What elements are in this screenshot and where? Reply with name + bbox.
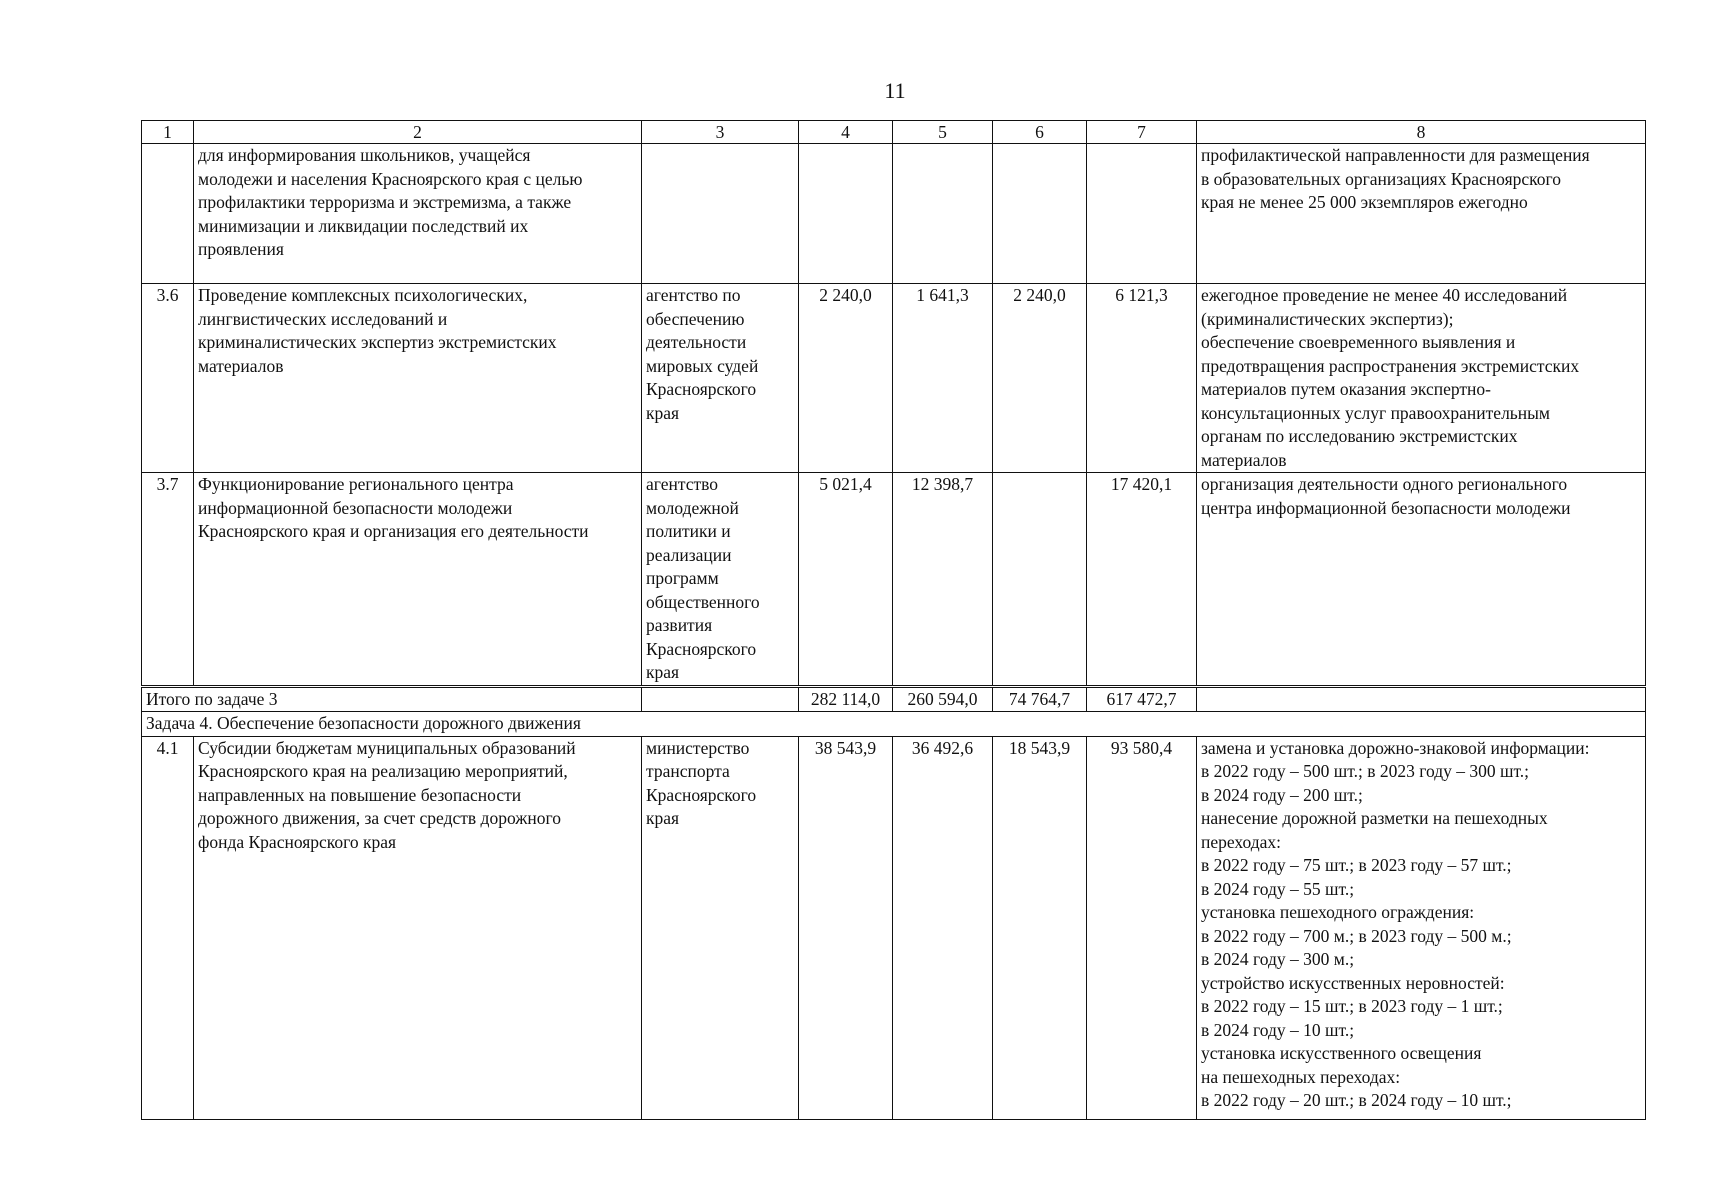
total-executor-empty [642, 686, 799, 712]
total-value-col-4: 282 114,0 [799, 686, 893, 712]
value-col-4 [799, 144, 893, 284]
value-col-5: 1 641,3 [893, 284, 993, 473]
executor [642, 144, 799, 284]
value-col-7: 17 420,1 [1087, 473, 1197, 687]
value-col-7: 6 121,3 [1087, 284, 1197, 473]
header-col-3: 3 [642, 121, 799, 144]
header-col-5: 5 [893, 121, 993, 144]
executor: агентство молодежной политики и реализации программ общественного развития Красноярского края [642, 473, 799, 687]
row-number: 3.6 [142, 284, 194, 473]
task-heading: Задача 4. Обеспечение безопасности дорожного движения [142, 712, 1646, 737]
value-col-4: 2 240,0 [799, 284, 893, 473]
header-col-6: 6 [993, 121, 1087, 144]
expected-result: ежегодное проведение не менее 40 исследований (криминалистических экспертиз); обеспечение своевременного выявления и предотвращения распространения экстремистских материалов путем оказания экспертно- консультационных услуг правоохранительным органам по исследованию экстремистских материалов [1197, 284, 1646, 473]
value-col-7 [1087, 144, 1197, 284]
table-row-3-7 [142, 473, 1646, 687]
value-col-5: 36 492,6 [893, 736, 993, 1119]
value-col-6 [993, 473, 1087, 687]
table-header-row [142, 121, 1646, 144]
expected-result: замена и установка дорожно-знаковой информации: в 2022 году – 500 шт.; в 2023 году – 300 шт.; в 2024 году – 200 шт.; нанесение дорожной разметки на пешеходных переходах: в 2022 году – 75 шт.; в 2023 году – 57 шт.; в 2024 году – 55 шт.; установка пешеходного ограждения: в 2022 году – 700 м.; в 2023 году – 500 м.; в 2024 году – 300 м.; устройство искусственных неровностей: в 2022 году – 15 шт.; в 2023 году – 1 шт.; в 2024 году – 10 шт.; установка искусственного освещения на пешеходных переходах: в 2022 году – 20 шт.; в 2024 году – 10 шт.; [1197, 736, 1646, 1119]
total-result-empty [1197, 686, 1646, 712]
table-row-3-6 [142, 284, 1646, 473]
value-col-4: 38 543,9 [799, 736, 893, 1119]
measure-name: для информирования школьников, учащейся молодежи и населения Красноярского края с целью профилактики терроризма и экстремизма, а также минимизации и ликвидации последствий их проявления [194, 144, 642, 284]
row-number: 3.7 [142, 473, 194, 687]
header-col-7: 7 [1087, 121, 1197, 144]
total-value-col-6: 74 764,7 [993, 686, 1087, 712]
table-row-total-task-3 [142, 686, 1646, 712]
total-value-col-5: 260 594,0 [893, 686, 993, 712]
header-col-2: 2 [194, 121, 642, 144]
header-col-1: 1 [142, 121, 194, 144]
measure-name: Субсидии бюджетам муниципальных образований Красноярского края на реализацию мероприятий, направленных на повышение безопасности дорожного движения, за счет средств дорожного фонда Красноярского края [194, 736, 642, 1119]
table-row-task-4-heading [142, 712, 1646, 737]
program-measures-table [141, 120, 1646, 1120]
total-label: Итого по задаче 3 [142, 686, 642, 712]
expected-result: организация деятельности одного регионального центра информационной безопасности молодежи [1197, 473, 1646, 687]
header-col-8: 8 [1197, 121, 1646, 144]
page-number: 11 [884, 78, 906, 103]
table-row-continuation [142, 144, 1646, 284]
table-row-4-1 [142, 736, 1646, 1119]
value-col-6: 2 240,0 [993, 284, 1087, 473]
expected-result: профилактической направленности для размещения в образовательных организациях Красноярского края не менее 25 000 экземпляров ежегодно [1197, 144, 1646, 284]
value-col-5: 12 398,7 [893, 473, 993, 687]
value-col-4: 5 021,4 [799, 473, 893, 687]
header-col-4: 4 [799, 121, 893, 144]
value-col-7: 93 580,4 [1087, 736, 1197, 1119]
value-col-5 [893, 144, 993, 284]
executor: агентство по обеспечению деятельности мировых судей Красноярского края [642, 284, 799, 473]
executor: министерство транспорта Красноярского края [642, 736, 799, 1119]
row-number [142, 144, 194, 284]
measure-name: Функционирование регионального центра информационной безопасности молодежи Красноярского края и организация его деятельности [194, 473, 642, 687]
total-value-col-7: 617 472,7 [1087, 686, 1197, 712]
value-col-6 [993, 144, 1087, 284]
row-number: 4.1 [142, 736, 194, 1119]
value-col-6: 18 543,9 [993, 736, 1087, 1119]
measure-name: Проведение комплексных психологических, лингвистических исследований и криминалистических экспертиз экстремистских материалов [194, 284, 642, 473]
